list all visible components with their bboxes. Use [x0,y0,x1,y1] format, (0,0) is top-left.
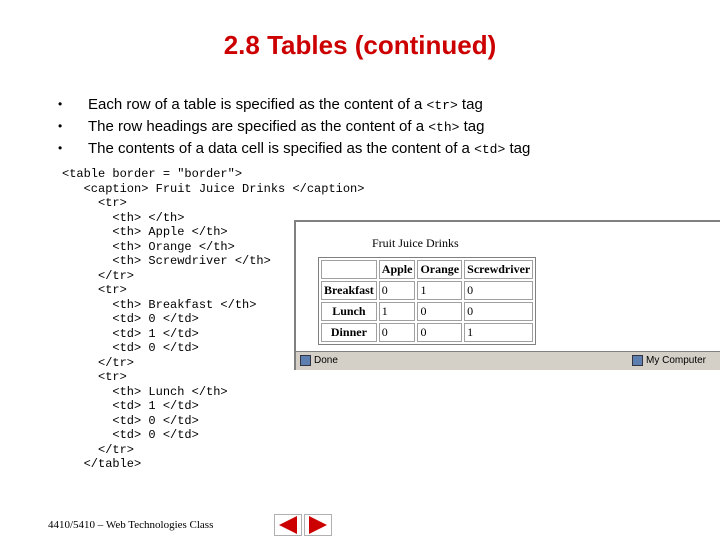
table-row [321,281,533,300]
code-line: <th> Apple </th> [112,225,228,239]
computer-icon [632,355,643,366]
code-line: </tr> [98,442,135,457]
code-line: <table border = "border"> [62,167,243,181]
header-cell [321,260,377,279]
status-zone [632,352,706,370]
bullet-code: <tr> [426,98,458,113]
bullet-text: Each row of a table is specified as the content of a [88,96,427,113]
table-row [321,323,533,342]
code-line: <th> Screwdriver </th> [112,254,271,268]
left-arrow-icon [275,515,301,535]
bullet-item [58,138,530,160]
code-line: </tr> [98,268,135,283]
code-line: <td> 0 </td> [112,341,199,355]
table-row [321,302,533,321]
slide-footer: 4410/5410 – Web Technologies Class [48,519,214,531]
code-line: <th> Breakfast </th> [112,297,257,312]
code-line: <tr> [98,370,127,384]
bullet-code: <td> [474,142,506,157]
code-line: <td> 1 </td> [112,399,199,413]
table-cell: 1 [379,302,416,321]
header-cell: Screwdriver [464,260,533,279]
bullet-dot: • [58,141,63,155]
page-icon [300,355,311,366]
rendered-table [318,257,536,345]
status-done-text: Done [314,355,338,366]
bullet-text-end: tag [457,96,483,113]
code-line: <td> 1 </td> [112,326,199,341]
code-line: <th> Lunch </th> [112,384,228,399]
bullet-code: <th> [428,120,460,135]
bullet-dot: • [58,119,63,133]
table-header-row [321,260,533,279]
row-label: Lunch [321,302,377,321]
code-line: </table> [62,457,142,471]
rendered-page [306,224,706,349]
status-done [300,352,338,370]
table-caption: Fruit Juice Drinks [372,236,459,250]
row-label: Breakfast [321,281,377,300]
table-cell: 0 [464,302,533,321]
code-line: </tr> [98,355,135,370]
table-cell: 1 [417,281,462,300]
header-cell: Apple [379,260,416,279]
bullet-item [58,94,530,116]
browser-screenshot [294,220,720,370]
code-line: <td> 0 </td> [112,413,199,428]
table-cell: 0 [417,323,462,342]
previous-slide-button[interactable] [274,514,302,536]
table-cell: 0 [379,323,416,342]
table-cell: 0 [379,281,416,300]
row-label: Dinner [321,323,377,342]
code-line: <th> Orange </th> [112,239,235,254]
browser-status-bar [296,351,720,370]
bullet-text-end: tag [505,140,531,157]
table-cell: 0 [464,281,533,300]
bullet-text-end: tag [459,118,485,135]
bullet-text: The contents of a data cell is specified as the content of a [88,140,475,157]
right-arrow-icon [305,515,331,535]
code-line: <td> 0 </td> [112,312,199,326]
code-line: <caption> Fruit Juice Drinks </caption> [83,181,365,196]
next-slide-button[interactable] [304,514,332,536]
header-cell: Orange [417,260,462,279]
code-line: <td> 0 </td> [112,428,199,442]
bullet-text: The row headings are specified as the content of a [88,118,429,135]
slide-title: 2.8 Tables (continued) [223,30,497,60]
table-cell: 0 [417,302,462,321]
bullet-list [58,94,530,160]
code-line: <tr> [98,196,127,210]
code-line: <th> </th> [112,210,185,225]
status-zone-text: My Computer [646,355,707,366]
code-line: <tr> [98,283,127,297]
table-cell: 1 [464,323,533,342]
bullet-item [58,116,530,138]
bullet-dot: • [58,97,63,111]
